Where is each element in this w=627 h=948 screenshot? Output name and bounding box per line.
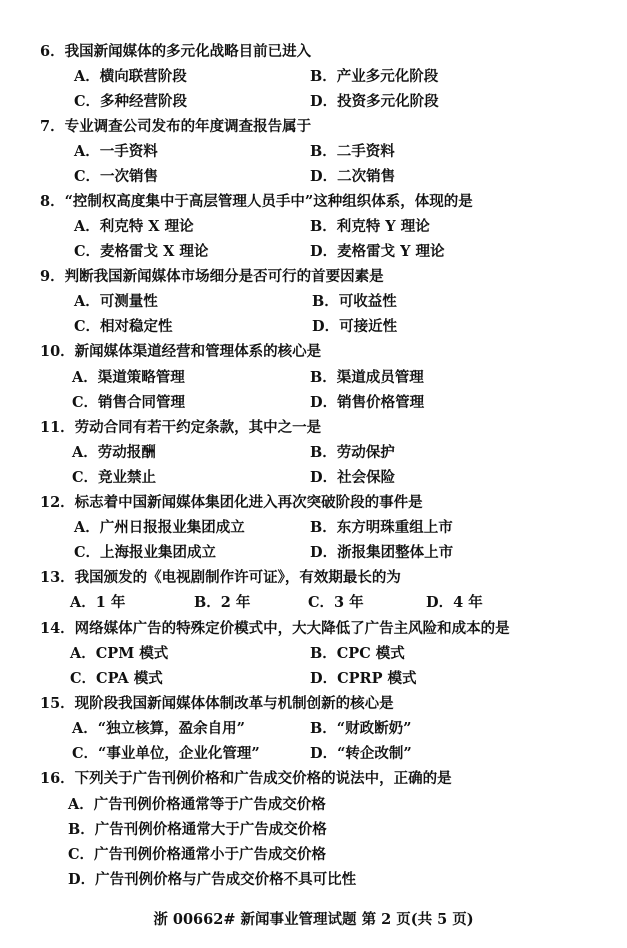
question-9-option-b: B．可收益性 bbox=[312, 293, 397, 310]
question-12-option-d: D．浙报集团整体上市 bbox=[310, 544, 454, 561]
question-12-option-b: B．东方明珠重组上市 bbox=[310, 519, 453, 536]
question-7-option-b: B．二手资料 bbox=[310, 143, 395, 160]
question-14-option-d: D．CPRP 模式 bbox=[310, 670, 417, 687]
question-16-option-d: D．广告刊例价格与广告成交价格不具可比性 bbox=[68, 871, 357, 888]
question-15-option-c: C．“事业单位，企业化管理” bbox=[72, 745, 260, 762]
question-6-option-b: B．产业多元化阶段 bbox=[310, 68, 439, 85]
question-8-option-c: C．麦格雷戈 X 理论 bbox=[74, 243, 209, 260]
question-15: 15．现阶段我国新闻媒体体制改革与机制创新的核心是 bbox=[40, 695, 394, 712]
question-16-option-c: C．广告刊例价格通常小于广告成交价格 bbox=[68, 846, 327, 863]
question-10-option-b: B．渠道成员管理 bbox=[310, 369, 424, 386]
question-6-option-a: A．横向联营阶段 bbox=[74, 68, 187, 85]
question-16-option-b: B．广告刊例价格通常大于广告成交价格 bbox=[68, 821, 327, 838]
question-13-option-b: B．2 年 bbox=[194, 594, 251, 611]
question-6: 6．我国新闻媒体的多元化战略目前已进入 bbox=[40, 43, 312, 60]
question-15-option-b: B．“财政断奶” bbox=[310, 720, 412, 737]
question-13-option-d: D．4 年 bbox=[426, 594, 483, 611]
question-7-option-d: D．二次销售 bbox=[310, 168, 396, 185]
question-12-option-c: C．上海报业集团成立 bbox=[74, 544, 217, 561]
question-11-option-a: A．劳动报酬 bbox=[72, 444, 156, 461]
question-12-option-a: A．广州日报报业集团成立 bbox=[74, 519, 245, 536]
question-9-option-c: C．相对稳定性 bbox=[74, 318, 173, 335]
page-footer: 浙 00662# 新闻事业管理试题 第 2 页(共 5 页) bbox=[153, 911, 474, 928]
question-14-option-b: B．CPC 模式 bbox=[310, 645, 405, 662]
question-8: 8．“控制权高度集中于高层管理人员手中”这种组织体系，体现的是 bbox=[40, 193, 473, 210]
question-14-option-c: C．CPA 模式 bbox=[70, 670, 163, 687]
question-8-option-a: A．利克特 X 理论 bbox=[74, 218, 194, 235]
question-12: 12．标志着中国新闻媒体集团化进入再次突破阶段的事件是 bbox=[40, 494, 423, 511]
question-11-option-d: D．社会保险 bbox=[310, 469, 396, 486]
question-10-option-d: D．销售价格管理 bbox=[310, 394, 425, 411]
question-16: 16．下列关于广告刊例价格和广告成交价格的说法中，正确的是 bbox=[40, 770, 452, 787]
question-6-option-c: C．多种经营阶段 bbox=[74, 93, 188, 110]
question-8-option-b: B．利克特 Y 理论 bbox=[310, 218, 430, 235]
question-14: 14．网络媒体广告的特殊定价模式中，大大降低了广告主风险和成本的是 bbox=[40, 620, 510, 637]
question-15-option-a: A．“独立核算，盈余自用” bbox=[72, 720, 245, 737]
question-16-option-a: A．广告刊例价格通常等于广告成交价格 bbox=[68, 796, 326, 813]
question-11-option-c: C．竞业禁止 bbox=[72, 469, 157, 486]
question-13-option-c: C．3 年 bbox=[308, 594, 364, 611]
question-6-option-d: D．投资多元化阶段 bbox=[310, 93, 439, 110]
question-10-option-c: C．销售合同管理 bbox=[72, 394, 186, 411]
question-9-option-d: D．可接近性 bbox=[312, 318, 398, 335]
question-13-option-a: A．1 年 bbox=[70, 594, 126, 611]
question-9: 9．判断我国新闻媒体市场细分是否可行的首要因素是 bbox=[40, 268, 384, 285]
question-10-option-a: A．渠道策略管理 bbox=[72, 369, 185, 386]
question-9-option-a: A．可测量性 bbox=[74, 293, 158, 310]
question-10: 10．新闻媒体渠道经营和管理体系的核心是 bbox=[40, 343, 322, 360]
question-7-option-c: C．一次销售 bbox=[74, 168, 159, 185]
question-13: 13．我国颁发的《电视剧制作许可证》，有效期最长的为 bbox=[40, 569, 401, 586]
question-7-option-a: A．一手资料 bbox=[74, 143, 158, 160]
question-8-option-d: D．麦格雷戈 Y 理论 bbox=[310, 243, 445, 260]
question-14-option-a: A．CPM 模式 bbox=[70, 645, 169, 662]
question-11-option-b: B．劳动保护 bbox=[310, 444, 395, 461]
question-15-option-d: D．“转企改制” bbox=[310, 745, 412, 762]
question-11: 11．劳动合同有若干约定条款，其中之一是 bbox=[40, 419, 322, 436]
question-7: 7．专业调查公司发布的年度调查报告属于 bbox=[40, 118, 312, 135]
